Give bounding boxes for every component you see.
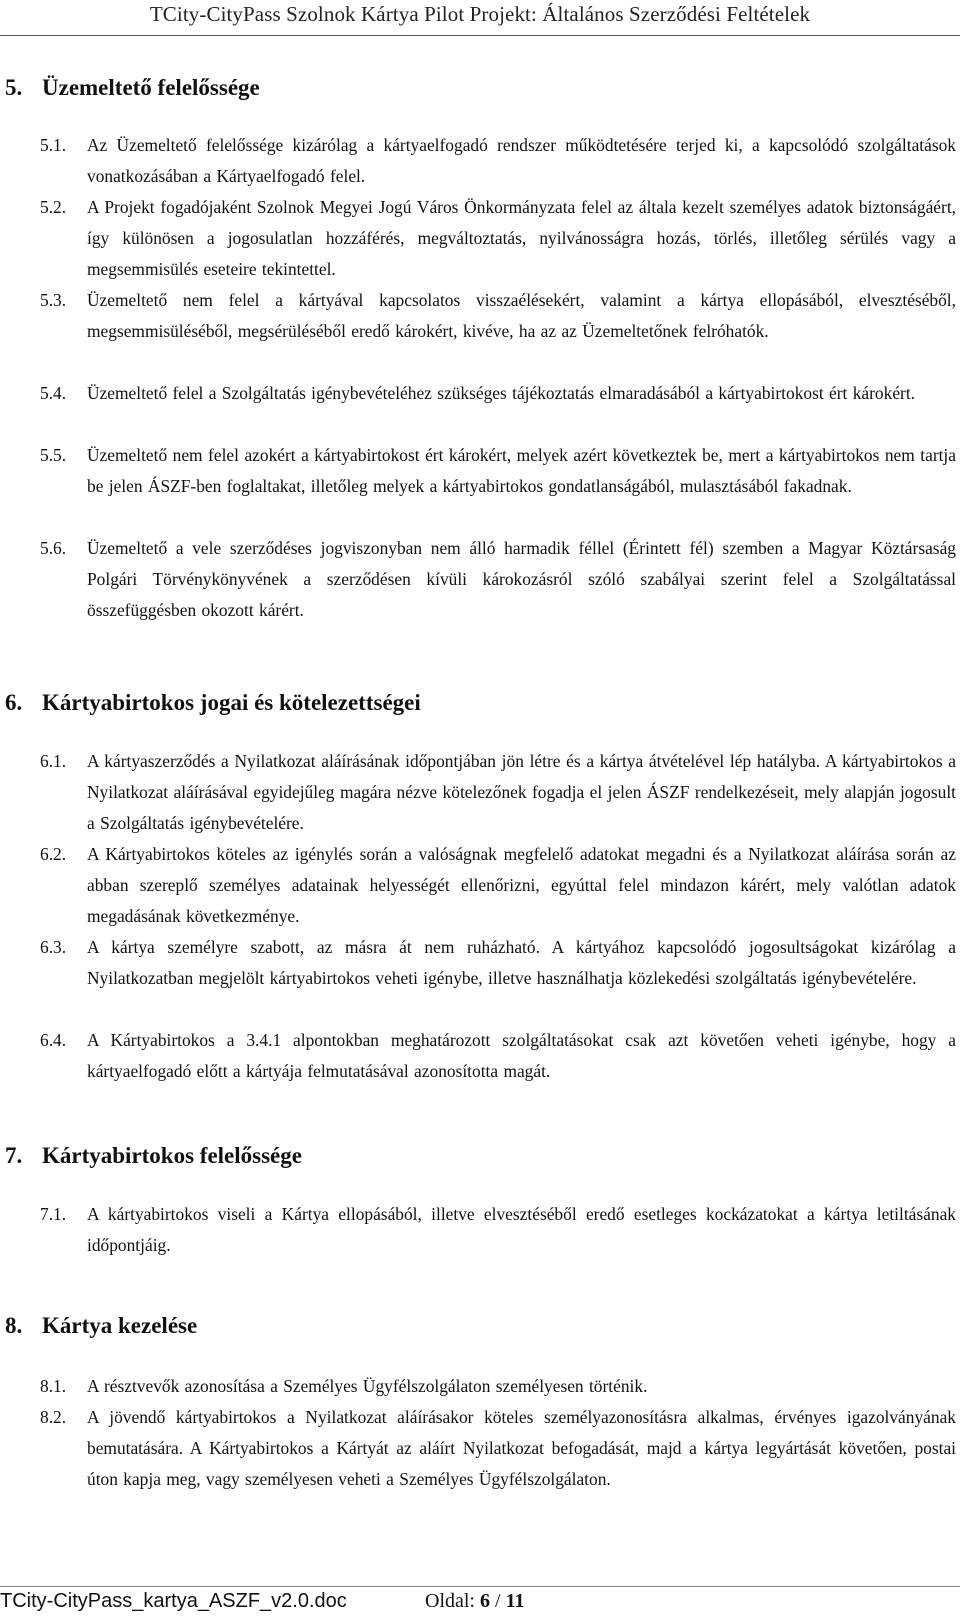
clause-6-3 — [40, 932, 956, 994]
clause-number: 8.1. — [40, 1376, 67, 1396]
clause-text: A résztvevők azonosítása a Személyes Ügyfélszolgálaton személyesen történik. — [87, 1376, 648, 1396]
clause-number: 6.3. — [40, 937, 67, 957]
clause-5-5 — [40, 440, 956, 502]
clause-number: 6.1. — [40, 751, 67, 771]
section-heading-7 — [5, 1143, 302, 1169]
clause-number: 5.2. — [40, 197, 67, 217]
clause-text: Üzemeltető a vele szerződéses jogviszonyban nem álló harmadik féllel (Érintett fél) szemben a Magyar Köztársaság Polgári Törvénykönyvének a szerződésen kívüli károkozásról szóló szabályai szerint felel a Szolgáltatással összefüggésben okozott kárért. — [87, 538, 956, 620]
clause-8-2 — [40, 1402, 956, 1495]
page-label: Oldal: — [425, 1590, 475, 1612]
section-title: Üzemeltető felelőssége — [42, 75, 260, 100]
clause-number: 5.6. — [40, 538, 67, 558]
page-indicator — [425, 1590, 524, 1613]
clause-text: Üzemeltető nem felel a kártyával kapcsolatos visszaélésekért, valamint a kártya ellopásából, elvesztéséből, megsemmisüléséből, megsérüléséből eredő károkért, kivéve, ha az az Üzemeltetőnek felróhatók. — [87, 290, 956, 341]
clause-text: Üzemeltető nem felel azokért a kártyabirtokost ért károkért, melyek azért következtek be, mert a kártyabirtokos nem tartja be jelen ÁSZF-ben foglaltakat, illetőleg melyek a kártyabirtokos gondatlanságából, mulasztásából fakadnak. — [87, 445, 956, 496]
clause-text: A kártya személyre szabott, az másra át nem ruházható. A kártyához kapcsolódó jogosultságokat kizárólag a Nyilatkozatban megjelölt kártyabirtokos veheti igénybe, illetve használhatja közlekedési szolgáltatás igénybevételére. — [87, 937, 956, 988]
footer-filename: TCity-CityPass_kartya_ASZF_v2.0.doc — [0, 1590, 347, 1612]
clause-6-2 — [40, 839, 956, 932]
section-heading-8 — [5, 1313, 197, 1339]
page-footer — [0, 1590, 525, 1613]
clause-text: A jövendő kártyabirtokos a Nyilatkozat aláírásakor köteles személyazonosításra alkalmas, érvényes igazolványának bemutatására. A Kártyabirtokos a Kártyát az aláírt Nyilatkozat befogadását, majd a kártya legyártását követően, postai úton kapja meg, vagy személyesen veheti a Személyes Ügyfélszolgálaton. — [87, 1407, 956, 1489]
clause-text: A kártyaszerződés a Nyilatkozat aláírásának időpontjában jön létre és a kártya átvételével lép hatályba. A kártyabirtokos a Nyilatkozat aláírásával egyidejűleg magára nézve kötelezőnek fogadja el jelen ÁSZF rendelkezéseit, mely alapján jogosult a Szolgáltatás igénybevételére. — [87, 751, 956, 833]
clause-5-3 — [40, 285, 956, 347]
clause-7-1 — [40, 1199, 956, 1261]
clause-number: 5.4. — [40, 383, 67, 403]
page-separator: / — [495, 1590, 501, 1612]
section-number: 6. — [5, 690, 23, 715]
clause-number: 5.5. — [40, 445, 67, 465]
clause-number: 7.1. — [40, 1204, 67, 1224]
clause-text: A Projekt fogadójaként Szolnok Megyei Jogú Város Önkormányzata felel az általa kezelt személyes adatok biztonságáért, így különösen a jogosulatlan hozzáférés, megváltoztatás, nyilvánosságra hozás, törlés, illetőleg sérülés vagy a megsemmisülés eseteire tekintettel. — [87, 197, 956, 279]
clause-text: A Kártyabirtokos köteles az igénylés során a valóságnak megfelelő adatokat megadni és a Nyilatkozat aláírása során az abban szereplő személyes adatainak helyességét ellenőrizni, egyúttal felel mindazon kárért, mely valótlan adatok megadásának következménye. — [87, 844, 956, 926]
clause-number: 6.2. — [40, 844, 67, 864]
header-divider — [0, 35, 960, 36]
section-number: 8. — [5, 1313, 23, 1338]
clause-text: A kártyabirtokos viseli a Kártya ellopásából, illetve elvesztéséből eredő esetleges kockázatokat a kártya letiltásának időpontjáig. — [87, 1204, 956, 1255]
section-number: 5. — [5, 75, 23, 100]
section-number: 7. — [5, 1143, 23, 1168]
clause-5-2 — [40, 192, 956, 285]
section-title: Kártyabirtokos felelőssége — [42, 1143, 302, 1168]
footer-divider — [0, 1586, 960, 1587]
header-title: TCity-CityPass Szolnok Kártya Pilot Projekt: Általános Szerződési Feltételek — [149, 2, 811, 26]
clause-5-1 — [40, 130, 956, 192]
clause-number: 6.4. — [40, 1030, 67, 1050]
clause-6-4 — [40, 1025, 956, 1087]
clause-8-1 — [40, 1371, 956, 1402]
clause-text: Üzemeltető felel a Szolgáltatás igénybevételéhez szükséges tájékoztatás elmaradásából a kártyabirtokost ért károkért. — [87, 383, 916, 403]
clause-5-6 — [40, 533, 956, 626]
section-title: Kártyabirtokos jogai és kötelezettségei — [42, 690, 421, 715]
clause-text: Az Üzemeltető felelőssége kizárólag a kártyaelfogadó rendszer működtetésére terjed ki, a kapcsolódó szolgáltatások vonatkozásában a Kártyaelfogadó felel. — [87, 135, 956, 186]
clause-number: 8.2. — [40, 1407, 67, 1427]
section-heading-6 — [5, 690, 421, 716]
page-current: 6 — [480, 1590, 490, 1612]
section-title: Kártya kezelése — [42, 1313, 198, 1338]
clause-number: 5.3. — [40, 290, 67, 310]
page-total: 11 — [505, 1590, 525, 1612]
clause-6-1 — [40, 746, 956, 839]
clause-5-4 — [40, 378, 956, 409]
clause-number: 5.1. — [40, 135, 67, 155]
clause-text: A Kártyabirtokos a 3.4.1 alpontokban meghatározott szolgáltatásokat csak azt követően veheti igénybe, hogy a kártyaelfogadó előtt a kártyája felmutatásával azonosította magát. — [87, 1030, 956, 1081]
section-heading-5 — [5, 75, 260, 101]
